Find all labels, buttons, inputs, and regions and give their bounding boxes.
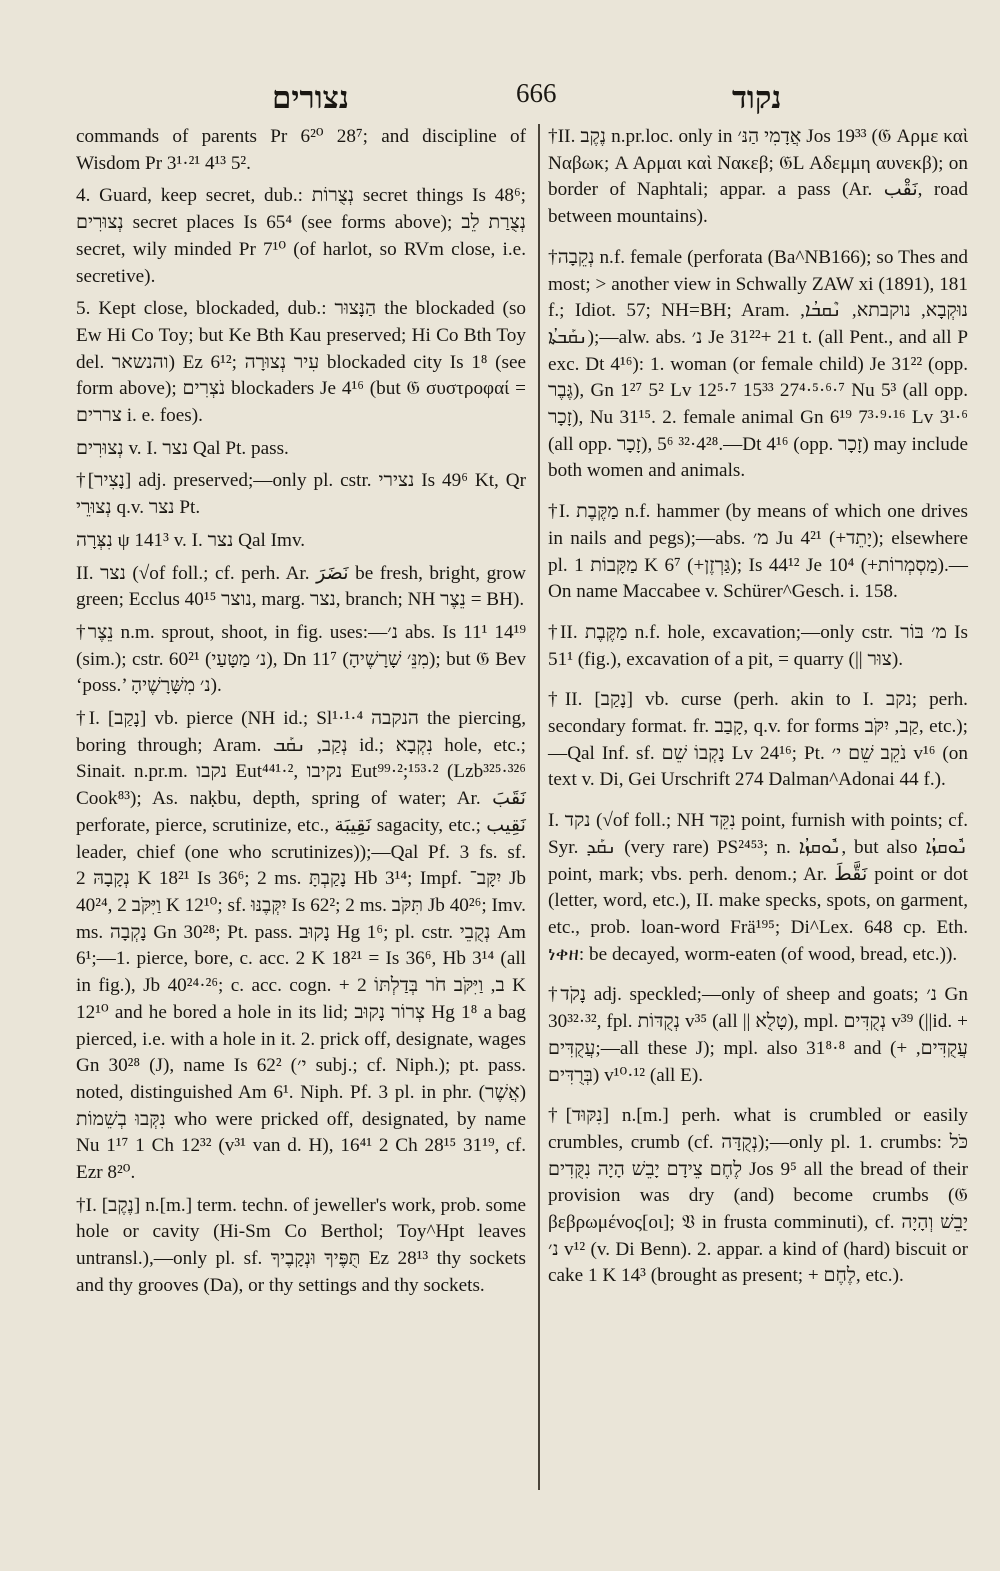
entry-neqev-ii: †II. נֶקֶב n.pr.loc. only in אֲדָמִי הַנּ׳ Jos 19³³ (𝔊 Αρμε καὶ Ναβωκ; A Αρμαι καὶ Νακεβ; 𝔊L Αδεμμη αυνεκβ); on border of Naphtali; appar. a pass (Ar. نَقْب, road between mountains). (548, 126, 968, 228)
running-header (0, 74, 1000, 118)
entry-naqad-i: I. נקד (√of foll.; NH נִקֵּד point, furnish with points; cf. Syr. ܢܩܰܕ (very rare) PS²⁴⁵³; n. ܢܽܘܩܙܳܐ, but also ܢܽܘܩܙܳܐ point, mark; vbs. perh. denom.; Ar. نَقَّطَ point or dot (letter, word, etc.), II. make specks, spots, on garment, etc., prob. loan-word Frä¹⁹⁵; Di^Lex. 648 cp. Eth. ነቀዘ: be decayed, worm-eaten (of wood, bread, etc.)). (548, 810, 969, 965)
right-guide-word: נקוד (732, 80, 782, 115)
entry-nitsrah: נִצְּרָה ψ 141³ v. I. נצר Qal Imv. (76, 529, 306, 551)
entry-maqqevet-ii: †II. מַקֶּבֶת n.f. hole, excavation;—only cstr. מ׳ בּוֹר Is 51¹ (fig.), excavation of a pit, = quarry (|| צוּר). (548, 621, 969, 670)
entry-sense-5: 5. Kept close, blockaded, dub.: הַנָּצוּר the blockaded (so Ew Hi Co Toy; but Ke Bth Kau preserved; Hi Co Bth Toy del. והנשאר) Ez 6¹²; עִיר נְצוּרָה blockaded city Is 1⁸ (see form above); נֹצְרִים blockaders Je 4¹⁶ (but 𝔊 συστροφαί = צררים i. e. foes). (76, 298, 527, 427)
entry-naqav-ii: †II. [נָקַב] vb. curse (perh. akin to I. נקב; perh. secondary format. fr. קָבַב, q.v. for forms קַב, יִקֹּב, etc.);—Qal Inf. sf. נָקְבוֹ שֵׁם Lv 24¹⁶; Pt. נֹקֵב שֵׁם י׳ v¹⁶ (on text v. Di, Gei Urschrift 274 Dalman^Adonai 44 f.). (548, 689, 968, 791)
entry-maqqevet-i: †I. מַקֶּבֶת n.f. hammer (by means of which one drives in nails and pegs);—abs. מ׳ Ju 4²¹ (+יָתֵד); elsewhere pl. מַקָּבוֹת 1 K 6⁷ (+גַּרְזֶן); Is 44¹² Je 10⁴ (+מַסְמְרוֹת).—On name Maccabee v. Schürer^Gesch. i. 158. (548, 501, 968, 603)
entry-netsurim: נְצוּרִים v. I. נצר Qal Pt. pass. (76, 437, 289, 459)
left-column (76, 124, 526, 1306)
page-number: 666 (516, 78, 557, 108)
entry-neqevah: †נְקֵבָה n.f. female (perforata (Ba^NB166); so Thes and most; > another view in Schwally ZAW xi (1891), 181 f.; Idiot. 57; NH=BH; Aram. נוּקְבָא, נוקבתא, ܢܶܩܒܳܐ, ܢܩܰܒܬܳܐ);—alw. abs. נ׳ Je 31²²+ 21 t. (all Pent., and all P exc. Dt 4¹⁶): 1. woman (or female child) Je 31²² (opp. גֶּבֶר), Gn 1²⁷ 5² Lv 12⁵·⁷ 15³³ 27⁴·⁵·⁶·⁷ Nu 5³ (all opp. זָכָר), Nu 31¹⁵. 2. female animal Gn 6¹⁹ 7³·⁹·¹⁶ Lv 3¹·⁶ (all opp. זָכָר), 4²⁸·³² 5⁶.—Dt 4¹⁶ (opp. זָכָר) may include both women and animals. (548, 246, 969, 482)
left-guide-word: נצורים (272, 80, 349, 115)
entry-naqav-i: †I. [נָקַב] vb. pierce (NH id.; Sl¹·¹·⁴ הנקבה the piercing, boring through; Aram. נְקַב, ܢܩܰܒ id.; נִקְבָא hole, etc.; Sinait. n.pr.m. נקבו Eut⁴⁴¹·², נקיבו Eut⁹⁹·²;¹⁵³·² (Lzb³²⁵·³²⁶ Cook⁸³); As. naḳbu, depth, spring of water; Ar. نَقَبَ perforate, pierce, scrutinize, etc., نَقِيبَة sagacity, etc.; نَقِيب leader, chief (one who scrutinizes));—Qal Pf. 3 fs. sf. נְקָבָהּ 2 K 18²¹ Is 36⁶; 2 ms. נָקַבְתָּ Hb 3¹⁴; Impf. יִקָּב־ Jb 40²⁴, וַיִּקֹּב 2 K 12¹⁰; sf. יִקְּבֶנּוּ Is 62²; 2 ms. תִּקֹּב Jb 40²⁶; Imv. ms. נָקְבָה Gn 30²⁸; Pt. pass. נָקוּב Hg 1⁶; pl. cstr. נְקֻבֵי Am 6¹;—1. pierce, bore, c. acc. 2 K 18²¹ = Is 36⁶, Hb 3¹⁴ (all in fig.), Jb 40²⁴·²⁶; c. acc. cogn. + ב, וַיִּקֹּב חֹר בְּדַלְתּוֹ 2 K 12¹⁰ and he bored a hole in its lid; צְרוֹר נָקוּב Hg 1⁸ a bag pierced, i.e. with a hole in it. 2. prick off, designate, wages Gn 30²⁸ (J), name Is 62² (י׳ subj.; cf. Niph.); pt. pass. noted, distinguished Am 6¹. Niph. Pf. 3 pl. in phr. (אֲשֶׁר) נִקְּבוּ בְשֵׁמוֹת who were pricked off, designated, by name Nu 1¹⁷ 1 Ch 12³² (v³¹ van d. H), 16⁴¹ 2 Ch 28¹⁵ 31¹⁹, cf. Ezr 8²⁰. (76, 708, 527, 1184)
entry-natsar-ii: II. נצר (√of foll.; cf. perh. Ar. نَضَرَ be fresh, bright, grow green; Ecclus 40¹⁵ נוצר, marg. נצר, branch; NH נֵצֶר = BH). (76, 562, 527, 611)
entry-netser: †נֵצֶר n.m. sprout, shoot, in fig. uses:—נ׳ abs. Is 11¹ 14¹⁹ (sim.); cstr. 60²¹ (נ׳ מַטָּעַי), Dn 11⁷ (מִנֵּ׳ שָׁרָשֶׁיהָ); but 𝔊 Bev ‘poss.’ נ׳ מִשָּׁרָשֶׁיהָ). (76, 621, 527, 697)
entry-niqqud: †[נִקּוּד] n.[m.] perh. what is crumbled or easily crumbles, crumb (cf. נְקֻדָּה);—only pl. 1. crumbs: כֹּל לֶחֶם צֵידָם יָבֵשׁ הָיָה נִקֻּדִים Jos 9⁵ all the bread of their provision was dry (and) become crumbs (𝔊 βεβρωμένος[οι]; 𝔙 in frusta comminuti), cf. יָבֵשׁ וְהָיָה נ׳ v¹² (v. Di Benn). 2. appar. a kind of (hard) biscuit or cake 1 K 14³ (brought as present; + לֶחֶם, etc.). (548, 1105, 969, 1287)
column-divider (538, 124, 540, 1490)
entry-natsir: †[נָצִיר] adj. preserved;—only pl. cstr. נצירי Is 49⁶ Kt, Qr נְצוּרֵי q.v. נצר Pt. (76, 470, 527, 519)
right-column (548, 124, 968, 1304)
entry-neqev-i: †I. [נֶקֶב] n.[m.] term. techn. of jeweller's work, prob. some hole or cavity (Hi-Sm Co Berthol; Toy^Hpt leaves untransl.),—only pl. sf. תֻּפֶּיךָ וּנְקָבֶיךָ Ez 28¹³ thy sockets and thy grooves (Da), or thy settings and thy sockets. (76, 1194, 527, 1296)
entry-continuation: commands of parents Pr 6²⁰ 28⁷; and discipline of Wisdom Pr 3¹·²¹ 4¹³ 5². (76, 126, 526, 174)
entry-naqod: †נָקֹד adj. speckled;—only of sheep and goats; נ׳ Gn 30³²·³², fpl. נְקֻדּוֹת v³⁵ (all || טָלֻא), mpl. נְקֻדִּים v³⁹ (||id. + עֲקֻדִּים;—all these J); mpl. also 31⁸·⁸ and (+ עֲקֻדִּים, בְּרֻדִּים) v¹⁰·¹² (all E). (548, 984, 969, 1086)
entry-sense-4: 4. Guard, keep secret, dub.: נְצֻרוֹת secret things Is 48⁶; נְצוּרִים secret places Is 65⁴ (see forms above); נְצֻרַת לֵב secret, wily minded Pr 7¹⁰ (of harlot, so RVm close, i.e. secretive). (76, 185, 526, 287)
